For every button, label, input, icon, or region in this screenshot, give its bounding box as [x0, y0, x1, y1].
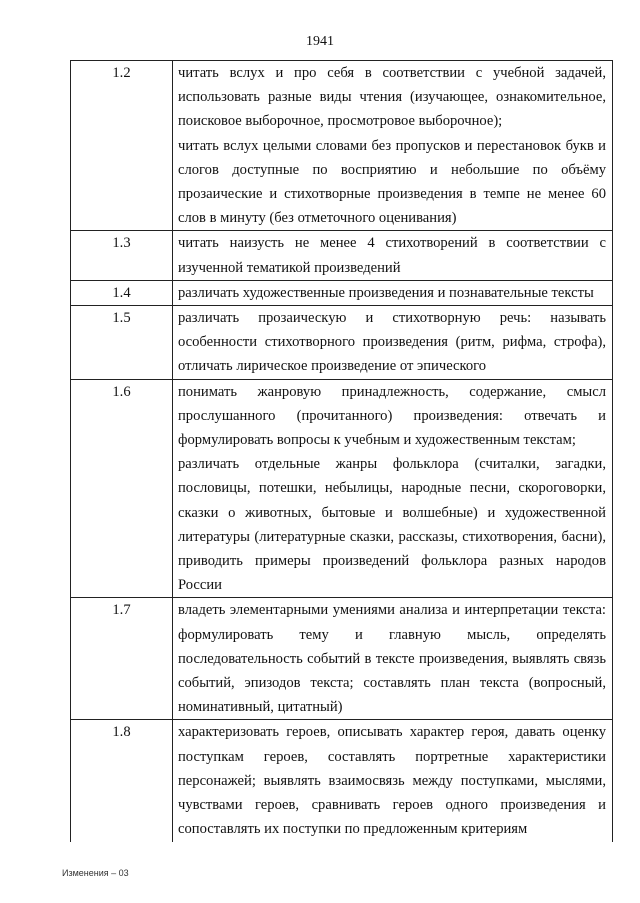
table-row	[71, 598, 613, 720]
row-number: 1.3	[71, 231, 173, 280]
row-text	[173, 598, 613, 720]
row-paragraph: читать вслух и про себя в соответствии с учебной задачей, использовать разные виды чтения (изучающее, ознакомительное, поисковое выборочное, просмотровое выборочное);	[178, 65, 606, 130]
page-number: 1941	[306, 34, 334, 49]
row-text	[173, 306, 613, 380]
revision-footer: Изменения – 03	[62, 868, 129, 878]
row-text	[173, 379, 613, 598]
requirements-table	[70, 60, 613, 842]
row-paragraph: читать вслух целыми словами без пропусков и перестановок букв и слогов доступные по восприятию и небольшие по объёму прозаические и стихотворные произведения в темпе не менее 60 слов в минуту (без отметочного оценивания)	[178, 137, 606, 227]
table-row	[71, 720, 613, 842]
row-number: 1.2	[71, 61, 173, 231]
row-number: 1.4	[71, 280, 173, 305]
table-row	[71, 280, 613, 305]
row-number: 1.8	[71, 720, 173, 842]
row-paragraph: владеть элементарными умениями анализа и интерпретации текста: формулировать тему и главную мысль, определять последовательность событий в тексте произведения, выявлять связь событий, эпизодов текста; составлять план текста (вопросный, номинативный, цитатный)	[178, 602, 606, 716]
row-text	[173, 720, 613, 842]
table-row	[71, 61, 613, 231]
row-number: 1.5	[71, 306, 173, 380]
row-paragraph: различать прозаическую и стихотворную речь: называть особенности стихотворного произведения (ритм, рифма, строфа), отличать лирическое произведение от эпического	[178, 310, 606, 375]
row-paragraph: различать художественные произведения и познавательные тексты	[178, 284, 594, 301]
row-text	[173, 231, 613, 280]
table-row	[71, 306, 613, 380]
table-row	[71, 379, 613, 598]
row-text	[173, 280, 613, 305]
row-text	[173, 61, 613, 231]
row-paragraph: понимать жанровую принадлежность, содержание, смысл прослушанного (прочитанного) произведения: отвечать и формулировать вопросы к учебным и художественным текстам;	[178, 383, 606, 449]
row-number: 1.6	[71, 379, 173, 598]
row-paragraph: различать отдельные жанры фольклора (считалки, загадки, пословицы, потешки, небылицы, народные песни, скороговорки, сказки о животных, бытовые и волшебные) и художественной литературы (литературные сказки, рассказы, стихотворения, басни), приводить примеры произведений фольклора разных народов России	[178, 456, 606, 594]
row-paragraph: характеризовать героев, описывать характер героя, давать оценку поступкам героев, составлять портретные характеристики персонажей; выявлять взаимосвязь между поступками, мыслями, чувствами героев, сравнивать героев одного произведения и сопоставлять их поступки по предложенным критериям	[178, 724, 606, 838]
table-row	[71, 231, 613, 280]
row-number: 1.7	[71, 598, 173, 720]
row-paragraph: читать наизусть не менее 4 стихотворений в соответствии с изученной тематикой произведений	[178, 235, 606, 276]
